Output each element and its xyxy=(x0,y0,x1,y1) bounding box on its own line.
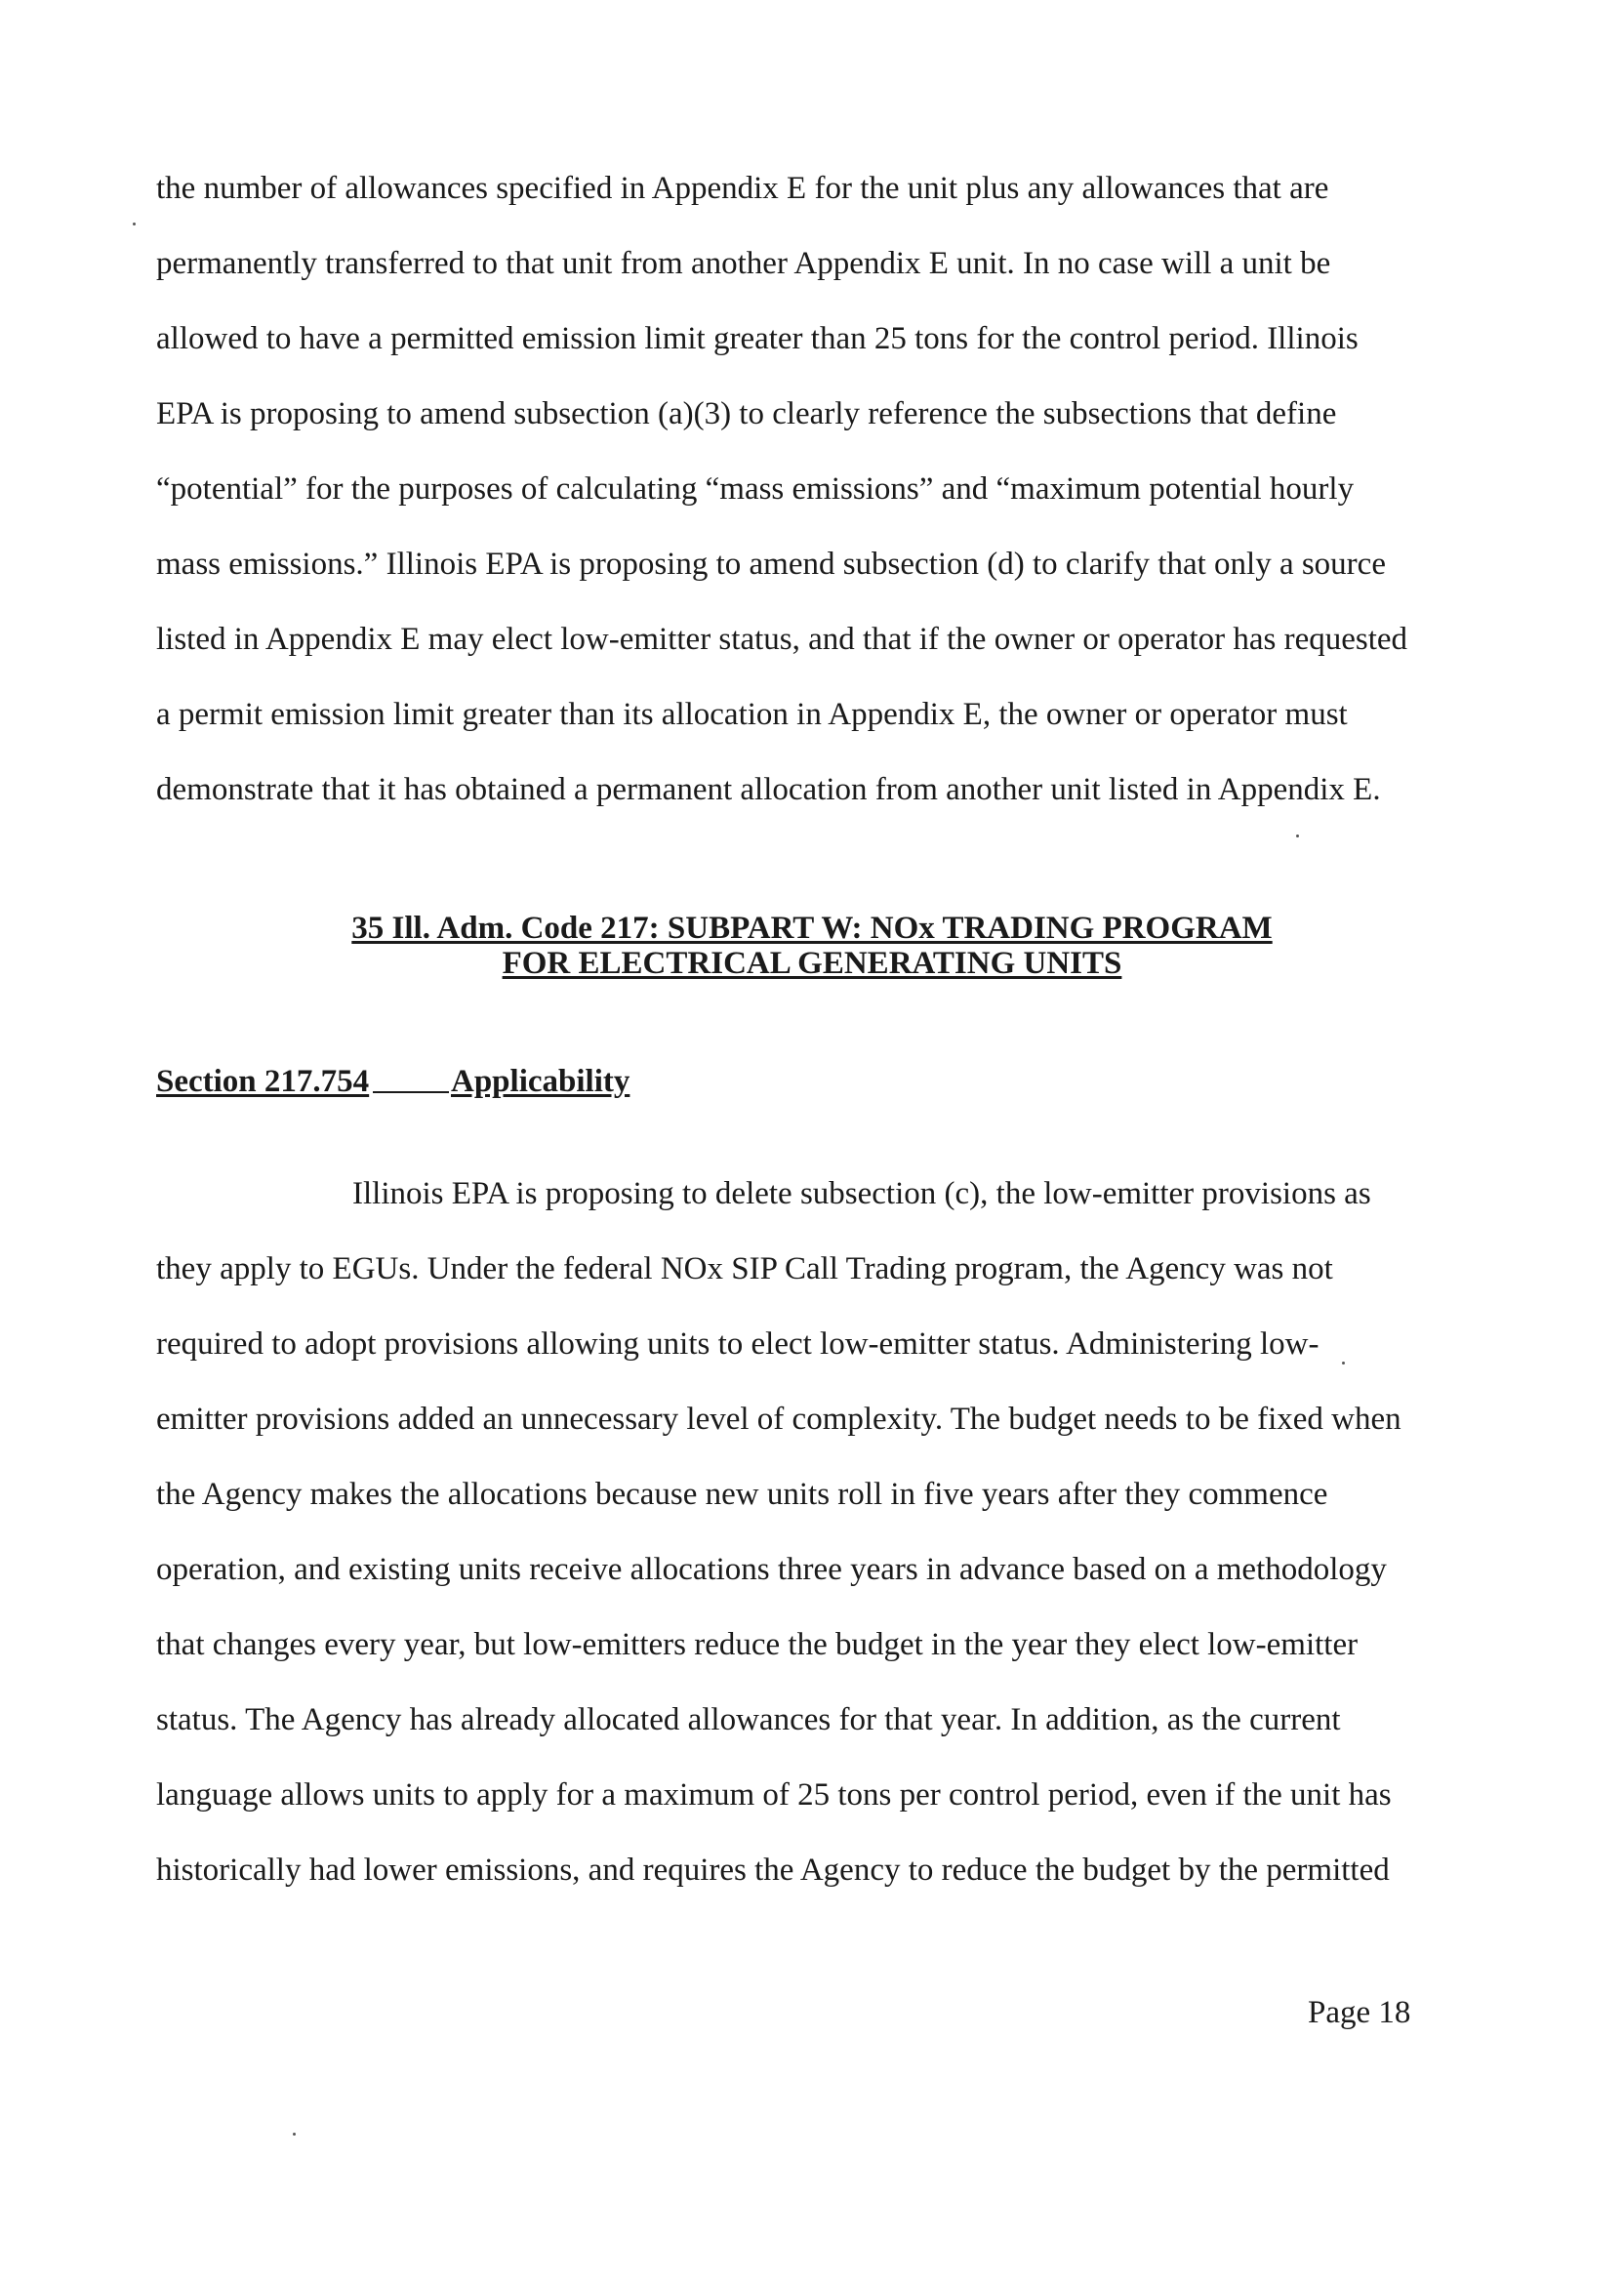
paragraph-2-line: language allows units to apply for a maximum of 25 tons per control period, even if the unit has xyxy=(156,1777,1392,1813)
paragraph-2-line: emitter provisions added an unnecessary level of complexity. The budget needs to be fixed when xyxy=(156,1402,1401,1437)
paragraph-1-line: the number of allowances specified in Appendix E for the unit plus any allowances that are xyxy=(156,171,1329,206)
paragraph-2-line: they apply to EGUs. Under the federal NOx SIP Call Trading program, the Agency was not xyxy=(156,1251,1333,1286)
subpart-heading-line-1: 35 Ill. Adm. Code 217: SUBPART W: NOx TRADING PROGRAM xyxy=(351,911,1273,946)
paragraph-1-line: permanently transferred to that unit from another Appendix E unit. In no case will a unit be xyxy=(156,246,1331,281)
page-number: Page 18 xyxy=(1308,1995,1411,2030)
scan-speck xyxy=(1296,835,1299,837)
subpart-heading-line-2: FOR ELECTRICAL GENERATING UNITS xyxy=(502,946,1122,981)
paragraph-2-line: historically had lower emissions, and requires the Agency to reduce the budget by the permitted xyxy=(156,1853,1390,1888)
paragraph-1-line: demonstrate that it has obtained a permanent allocation from another unit listed in Appendix E. xyxy=(156,772,1381,807)
paragraph-2-line: operation, and existing units receive allocations three years in advance based on a methodology xyxy=(156,1552,1387,1587)
paragraph-2-line: status. The Agency has already allocated allowances for that year. In addition, as the current xyxy=(156,1702,1341,1737)
paragraph-1-line: a permit emission limit greater than its allocation in Appendix E, the owner or operator must xyxy=(156,697,1348,732)
paragraph-1-line: listed in Appendix E may elect low-emitter status, and that if the owner or operator has requested xyxy=(156,622,1408,657)
section-number: Section 217.754 xyxy=(156,1064,370,1099)
scan-speck xyxy=(293,2133,296,2136)
scan-speck xyxy=(1342,1362,1345,1365)
paragraph-1-line: “potential” for the purposes of calculating “mass emissions” and “maximum potential hourly xyxy=(156,471,1355,507)
section-heading-rule xyxy=(373,1091,449,1093)
paragraph-1-line: allowed to have a permitted emission limit greater than 25 tons for the control period. Illinois xyxy=(156,321,1359,356)
paragraph-2-line: that changes every year, but low-emitters reduce the budget in the year they elect low-emitter xyxy=(156,1627,1359,1662)
paragraph-2-line: required to adopt provisions allowing units to elect low-emitter status. Administering low- xyxy=(156,1326,1320,1362)
paragraph-1-line: EPA is proposing to amend subsection (a)(3) to clearly reference the subsections that define xyxy=(156,396,1337,431)
paragraph-1-line: mass emissions.” Illinois EPA is proposing to amend subsection (d) to clarify that only a source xyxy=(156,547,1386,582)
paragraph-2-line: the Agency makes the allocations because new units roll in five years after they commence xyxy=(156,1477,1328,1512)
scan-speck xyxy=(133,223,136,225)
section-title: Applicability xyxy=(451,1064,630,1099)
paragraph-2-line: Illinois EPA is proposing to delete subsection (c), the low-emitter provisions as xyxy=(352,1176,1371,1211)
